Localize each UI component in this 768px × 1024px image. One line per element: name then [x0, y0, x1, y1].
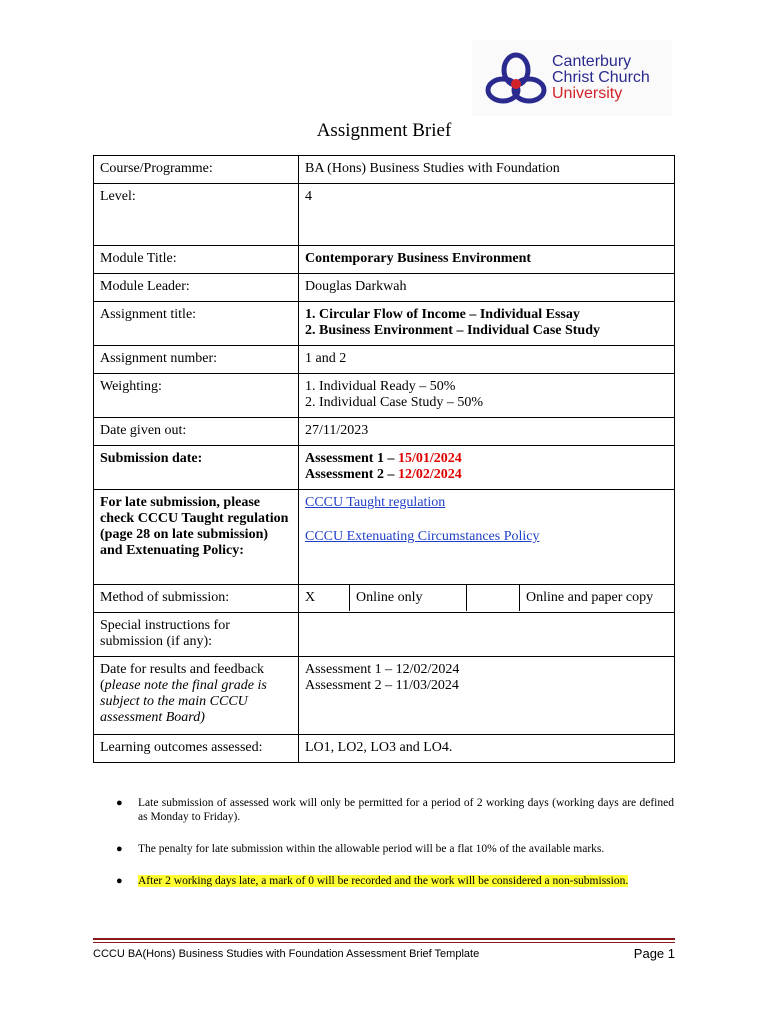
row-late-submission: [94, 490, 675, 585]
weighting-line-2: 2. Individual Case Study – 50%: [305, 395, 484, 410]
assessment-2-prefix: Assessment 2 –: [305, 467, 398, 482]
assignment-title-label: Assignment title:: [94, 302, 299, 346]
note-item-highlighted: [116, 874, 674, 888]
method-options: [299, 585, 675, 613]
bullet-icon: ●: [116, 843, 123, 855]
late-submission-label: For late submission, please check CCCU Taught regulation (page 28 on late submission) and Extenuating Policy:: [94, 490, 299, 585]
page-number: Page 1: [633, 946, 675, 961]
footer-divider-thin: [93, 942, 675, 943]
logo-wordmark: [552, 54, 650, 102]
method-mark-online-paper: [467, 585, 520, 611]
late-submission-notes: [116, 796, 674, 906]
assignment-number-value: 1 and 2: [299, 346, 675, 374]
footer-divider: [93, 938, 675, 940]
cccu-emblem-icon: [484, 52, 548, 106]
assignment-title-line-2: 2. Business Environment – Individual Case Study: [305, 323, 600, 338]
note-item: [116, 796, 674, 824]
row-weighting: [94, 374, 675, 418]
cccu-taught-regulation-link[interactable]: CCCU Taught regulation: [305, 495, 446, 510]
module-leader-value: Douglas Darkwah: [299, 274, 675, 302]
row-module-title: [94, 246, 675, 274]
learning-outcomes-label: Learning outcomes assessed:: [94, 735, 299, 763]
assignment-title-value: [299, 302, 675, 346]
row-results-feedback: [94, 657, 675, 735]
submission-date-label: Submission date:: [94, 446, 299, 490]
results-feedback-label-main: Date for results and feedback (: [100, 662, 265, 693]
row-method: [94, 585, 675, 613]
assignment-brief-table: [93, 155, 675, 763]
row-special-instructions: [94, 613, 675, 657]
method-option-online-only: Online only: [350, 585, 467, 611]
bullet-icon: ●: [116, 875, 123, 887]
module-title-label: Module Title:: [94, 246, 299, 274]
learning-outcomes-value: LO1, LO2, LO3 and LO4.: [299, 735, 675, 763]
results-feedback-value: [299, 657, 675, 735]
row-level: [94, 184, 675, 246]
row-learning-outcomes: [94, 735, 675, 763]
results-feedback-label-note: please note the final grade is subject to the main CCCU assessment Board): [100, 678, 267, 725]
submission-date-line-1: [305, 451, 668, 467]
weighting-value: [299, 374, 675, 418]
assignment-number-label: Assignment number:: [94, 346, 299, 374]
course-label: Course/Programme:: [94, 156, 299, 184]
method-options-table: [299, 585, 674, 611]
assessment-2-date: 12/02/2024: [397, 467, 462, 482]
row-course: [94, 156, 675, 184]
page-title: Assignment Brief: [316, 120, 452, 141]
row-assignment-number: [94, 346, 675, 374]
weighting-label: Weighting:: [94, 374, 299, 418]
level-value: 4: [299, 184, 675, 246]
university-logo: [472, 40, 672, 116]
logo-line-2: Christ Church: [552, 69, 650, 86]
module-leader-label: Module Leader:: [94, 274, 299, 302]
results-line-2: Assessment 2 – 11/03/2024: [305, 678, 459, 693]
assignment-title-line-1: 1. Circular Flow of Income – Individual Essay: [305, 307, 580, 322]
note-text-highlighted: After 2 working days late, a mark of 0 will be recorded and the work will be considered a non-submission.: [138, 875, 629, 887]
level-label: Level:: [94, 184, 299, 246]
cccu-extenuating-policy-link[interactable]: CCCU Extenuating Circumstances Policy: [305, 529, 540, 544]
row-submission-date: [94, 446, 675, 490]
results-feedback-label: [94, 657, 299, 735]
submission-date-value: [299, 446, 675, 490]
row-assignment-title: [94, 302, 675, 346]
date-given-label: Date given out:: [94, 418, 299, 446]
row-date-given: [94, 418, 675, 446]
assessment-1-date: 15/01/2024: [397, 451, 462, 466]
logo-line-3: University: [552, 85, 623, 102]
assessment-1-prefix: Assessment 1 –: [305, 451, 398, 466]
weighting-line-1: 1. Individual Ready – 50%: [305, 379, 456, 394]
results-line-1: Assessment 1 – 12/02/2024: [305, 662, 460, 677]
late-submission-links: [299, 490, 675, 585]
footer-template-name: CCCU BA(Hons) Business Studies with Foundation Assessment Brief Template: [93, 948, 480, 960]
note-text: Late submission of assessed work will only be permitted for a period of 2 working days (working days are defined as Monday to Friday).: [138, 797, 674, 823]
module-title-value: Contemporary Business Environment: [299, 246, 675, 274]
bullet-icon: ●: [116, 797, 123, 809]
date-given-value: 27/11/2023: [299, 418, 675, 446]
submission-date-line-2: [305, 467, 668, 483]
method-mark-online-only: X: [305, 590, 316, 605]
special-instructions-value: [299, 613, 675, 657]
note-text: The penalty for late submission within the allowable period will be a flat 10% of the available marks.: [138, 843, 605, 855]
note-item: [116, 842, 674, 856]
method-option-online-paper: Online and paper copy: [520, 585, 675, 611]
row-module-leader: [94, 274, 675, 302]
special-instructions-label: Special instructions for submission (if any):: [94, 613, 299, 657]
course-value: BA (Hons) Business Studies with Foundation: [299, 156, 675, 184]
method-label: Method of submission:: [94, 585, 299, 613]
logo-line-1: Canterbury: [552, 53, 632, 70]
